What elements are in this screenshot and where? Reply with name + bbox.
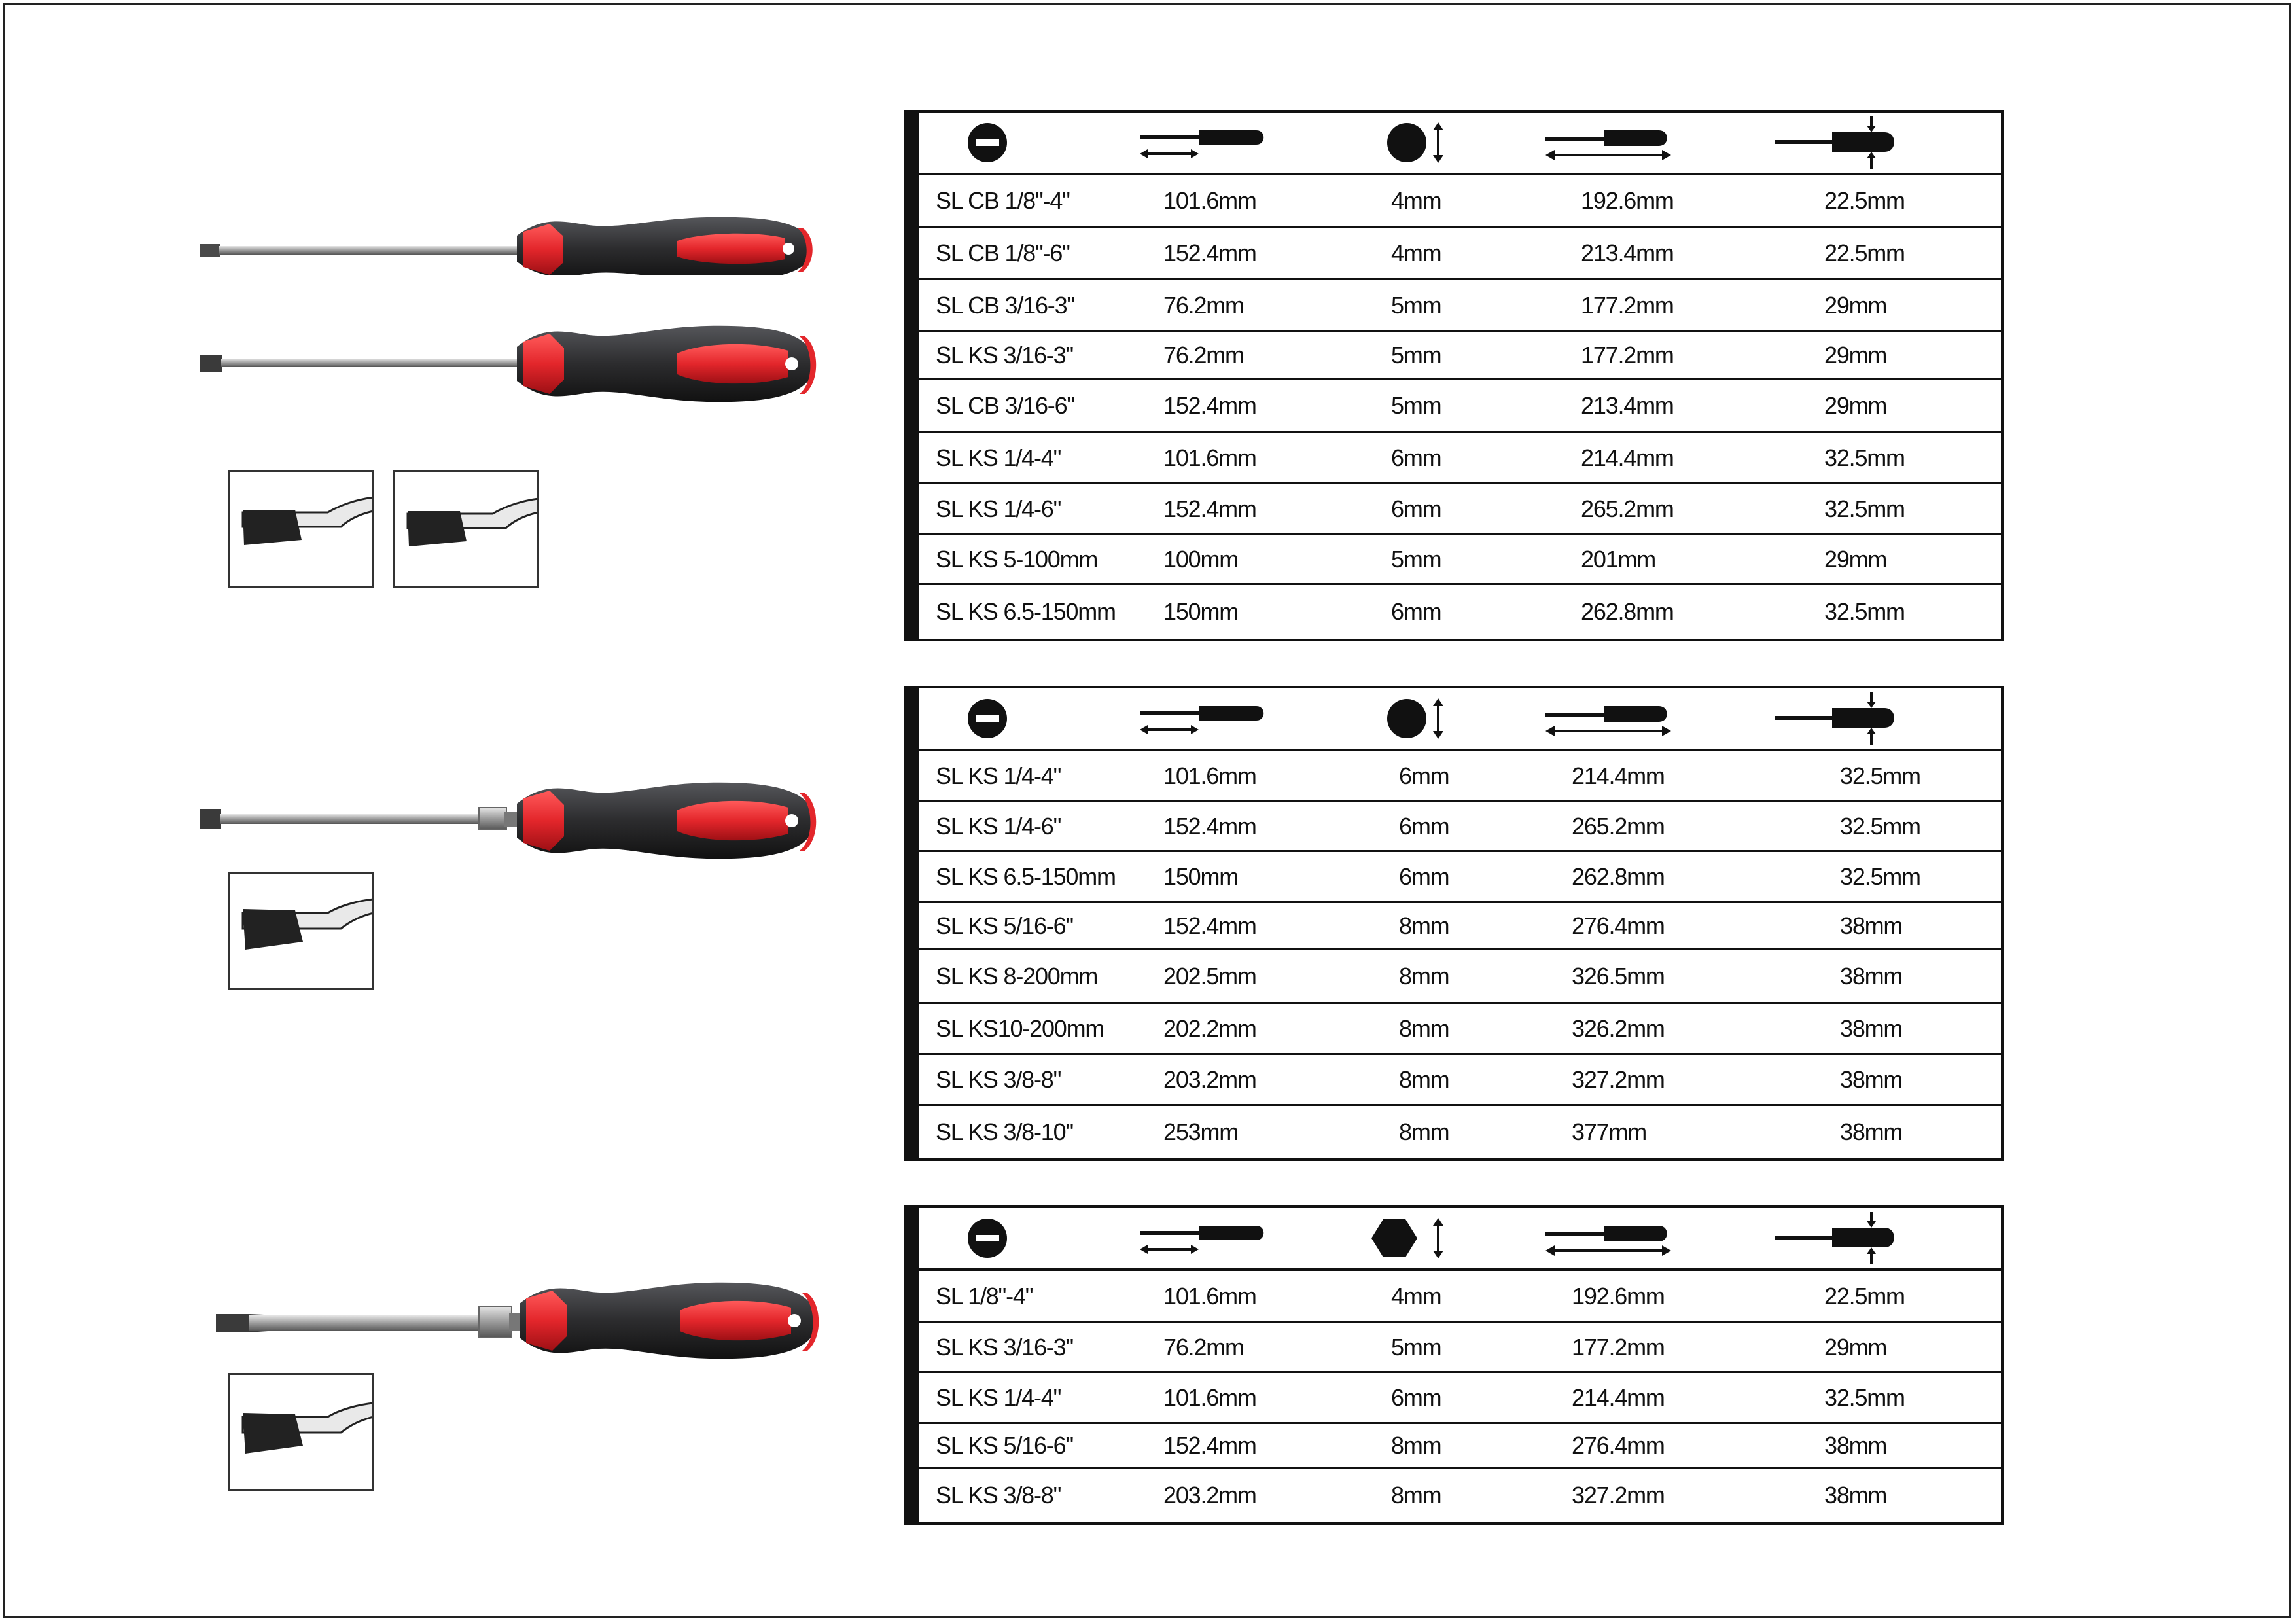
model-cell: SL KS 8-200mm [936, 962, 1098, 990]
shaft-cell: 6mm [1399, 863, 1449, 890]
blade-length-cell: 76.2mm [1163, 291, 1244, 319]
slot-blade-icon [964, 113, 1010, 173]
handle-diameter-cell: 29mm [1824, 545, 1887, 573]
model-cell: SL KS 6.5-150mm [936, 863, 1116, 890]
blade-length-cell: 101.6mm [1163, 444, 1256, 471]
model-cell: SL KS 1/4-4" [936, 1383, 1061, 1411]
table-row [919, 1469, 2001, 1522]
table-header [919, 113, 2001, 175]
table-row [919, 903, 2001, 950]
handle-diameter-cell: 29mm [1824, 1333, 1887, 1361]
table-row [919, 484, 2001, 535]
blade-length-cell: 152.4mm [1163, 391, 1256, 419]
shaft-cell: 4mm [1391, 187, 1441, 214]
spec-table-3 [904, 1205, 2004, 1525]
shaft-cell: 5mm [1391, 291, 1441, 319]
overall-length-cell: 214.4mm [1581, 444, 1674, 471]
handle-diameter-cell: 32.5mm [1824, 598, 1905, 625]
model-cell: SL KS 1/4-6" [936, 495, 1061, 522]
table-row [919, 228, 2001, 280]
overall-length-cell: 214.4mm [1572, 1383, 1665, 1411]
handle-diameter-cell: 38mm [1840, 1118, 1903, 1145]
overall-length-cell: 276.4mm [1572, 912, 1665, 939]
shaft-cell: 6mm [1391, 444, 1441, 471]
handle-diameter-cell: 38mm [1824, 1431, 1887, 1459]
table-row [919, 802, 2001, 852]
overall-length-cell: 213.4mm [1581, 391, 1674, 419]
handle-diameter-icon [1773, 688, 1904, 749]
spec-table-2 [904, 686, 2004, 1161]
table-row [919, 280, 2001, 332]
slot-blade-icon [964, 688, 1010, 749]
handle-diameter-cell: 32.5mm [1840, 762, 1920, 789]
handle-diameter-cell: 29mm [1824, 291, 1887, 319]
screwdriver-bolster-icon [196, 779, 824, 870]
model-cell: SL 1/8"-4" [936, 1282, 1033, 1310]
overall-length-cell: 213.4mm [1581, 239, 1674, 266]
blade-tip-detail-2 [393, 470, 539, 588]
handle-diameter-icon [1773, 113, 1904, 173]
overall-length-cell: 276.4mm [1572, 1431, 1665, 1459]
shaft-cell: 8mm [1391, 1482, 1441, 1508]
handle-diameter-cell: 22.5mm [1824, 1282, 1905, 1310]
blade-length-cell: 76.2mm [1163, 1333, 1244, 1361]
blade-length-cell: 76.2mm [1163, 341, 1244, 368]
handle-diameter-cell: 32.5mm [1824, 1383, 1905, 1411]
overall-length-cell: 214.4mm [1572, 762, 1665, 789]
blade-tip-detail-4 [228, 1373, 374, 1491]
handle-diameter-icon [1773, 1208, 1904, 1268]
table-row [919, 950, 2001, 1004]
blade-length-cell: 101.6mm [1163, 1383, 1256, 1411]
shaft-cell: 6mm [1391, 1383, 1441, 1411]
handle-diameter-cell: 32.5mm [1824, 444, 1905, 471]
shaft-cell: 4mm [1391, 1282, 1441, 1310]
handle-diameter-cell: 29mm [1824, 391, 1887, 419]
table-row [919, 380, 2001, 433]
screwdriver-slim-1-icon [196, 209, 824, 275]
handle-diameter-cell: 38mm [1840, 1065, 1903, 1093]
overall-length-icon [1544, 1208, 1675, 1268]
blade-length-cell: 202.2mm [1163, 1014, 1256, 1042]
shaft-cell: 5mm [1391, 341, 1441, 368]
model-cell: SL KS 3/8-10" [936, 1118, 1073, 1145]
overall-length-cell: 192.6mm [1581, 187, 1674, 214]
blade-length-icon [1139, 113, 1269, 173]
shaft-cell: 8mm [1399, 962, 1449, 990]
overall-length-cell: 326.2mm [1572, 1014, 1665, 1042]
blade-length-cell: 203.2mm [1163, 1065, 1256, 1093]
shaft-cell: 5mm [1391, 545, 1441, 573]
blade-length-cell: 152.4mm [1163, 495, 1256, 522]
overall-length-icon [1544, 113, 1675, 173]
table-row [919, 1373, 2001, 1424]
slot-blade-icon [964, 1208, 1010, 1268]
handle-diameter-cell: 32.5mm [1824, 495, 1905, 522]
overall-length-cell: 326.5mm [1572, 962, 1665, 990]
shaft-cell: 8mm [1399, 1014, 1449, 1042]
model-cell: SL CB 3/16-6" [936, 391, 1074, 419]
overall-length-cell: 262.8mm [1581, 598, 1674, 625]
shaft-cell: 8mm [1399, 1065, 1449, 1093]
overall-length-icon [1544, 688, 1675, 749]
handle-diameter-cell: 38mm [1840, 912, 1903, 939]
model-cell: SL CB 1/8"-4" [936, 187, 1070, 214]
overall-length-cell: 327.2mm [1572, 1482, 1665, 1508]
table-header [919, 1208, 2001, 1271]
blade-tip-detail-3 [228, 872, 374, 990]
table-row [919, 585, 2001, 639]
table-row [919, 1323, 2001, 1373]
screwdriver-slim-2-icon [196, 321, 824, 412]
shaft-cell: 8mm [1391, 1431, 1441, 1459]
blade-length-cell: 152.4mm [1163, 239, 1256, 266]
model-cell: SL KS 3/8-8" [936, 1482, 1061, 1508]
blade-length-icon [1139, 1208, 1269, 1268]
shaft-cell: 6mm [1399, 812, 1449, 840]
blade-length-cell: 152.4mm [1163, 912, 1256, 939]
model-cell: SL KS 5/16-6" [936, 1431, 1073, 1459]
handle-diameter-cell: 38mm [1824, 1482, 1887, 1508]
model-cell: SL CB 3/16-3" [936, 291, 1074, 319]
handle-diameter-cell: 29mm [1824, 341, 1887, 368]
spec-table-1 [904, 110, 2004, 641]
blade-length-icon [1139, 688, 1269, 749]
table-row [919, 535, 2001, 585]
blade-length-cell: 101.6mm [1163, 187, 1256, 214]
model-cell: SL KS 6.5-150mm [936, 598, 1116, 625]
model-cell: SL KS 1/4-4" [936, 762, 1061, 789]
table-row [919, 1055, 2001, 1106]
overall-length-cell: 177.2mm [1572, 1333, 1665, 1361]
screwdriver-hex-bolster-icon [209, 1280, 838, 1372]
shaft-cell: 5mm [1391, 1333, 1441, 1361]
table-row [919, 175, 2001, 228]
hex-shaft-icon [1370, 1208, 1451, 1268]
blade-length-cell: 100mm [1163, 545, 1239, 573]
handle-diameter-cell: 38mm [1840, 1014, 1903, 1042]
table-row [919, 852, 2001, 903]
shaft-cell: 4mm [1391, 239, 1441, 266]
model-cell: SL KS 3/8-8" [936, 1065, 1061, 1093]
blade-length-cell: 150mm [1163, 863, 1239, 890]
blade-length-cell: 101.6mm [1163, 1282, 1256, 1310]
model-cell: SL CB 1/8"-6" [936, 239, 1070, 266]
table-row [919, 332, 2001, 380]
overall-length-cell: 262.8mm [1572, 863, 1665, 890]
overall-length-cell: 265.2mm [1572, 812, 1665, 840]
handle-diameter-cell: 32.5mm [1840, 812, 1920, 840]
round-shaft-icon [1386, 113, 1451, 173]
model-cell: SL KS10-200mm [936, 1014, 1104, 1042]
blade-length-cell: 101.6mm [1163, 762, 1256, 789]
overall-length-cell: 327.2mm [1572, 1065, 1665, 1093]
shaft-cell: 6mm [1391, 598, 1441, 625]
overall-length-cell: 265.2mm [1581, 495, 1674, 522]
table-header [919, 688, 2001, 751]
table-row [919, 751, 2001, 802]
blade-length-cell: 152.4mm [1163, 812, 1256, 840]
shaft-cell: 5mm [1391, 391, 1441, 419]
handle-diameter-cell: 38mm [1840, 962, 1903, 990]
overall-length-cell: 377mm [1572, 1118, 1647, 1145]
round-shaft-icon [1386, 688, 1451, 749]
table-row [919, 1004, 2001, 1055]
handle-diameter-cell: 22.5mm [1824, 187, 1905, 214]
shaft-cell: 8mm [1399, 912, 1449, 939]
model-cell: SL KS 1/4-6" [936, 812, 1061, 840]
shaft-cell: 8mm [1399, 1118, 1449, 1145]
blade-length-cell: 253mm [1163, 1118, 1239, 1145]
model-cell: SL KS 5-100mm [936, 545, 1098, 573]
shaft-cell: 6mm [1391, 495, 1441, 522]
model-cell: SL KS 3/16-3" [936, 341, 1073, 368]
overall-length-cell: 177.2mm [1581, 291, 1674, 319]
overall-length-cell: 192.6mm [1572, 1282, 1665, 1310]
table-row [919, 1106, 2001, 1158]
model-cell: SL KS 1/4-4" [936, 444, 1061, 471]
blade-length-cell: 203.2mm [1163, 1482, 1256, 1508]
blade-tip-detail-1 [228, 470, 374, 588]
model-cell: SL KS 5/16-6" [936, 912, 1073, 939]
shaft-cell: 6mm [1399, 762, 1449, 789]
overall-length-cell: 177.2mm [1581, 341, 1674, 368]
blade-length-cell: 150mm [1163, 598, 1239, 625]
table-row [919, 433, 2001, 484]
model-cell: SL KS 3/16-3" [936, 1333, 1073, 1361]
blade-length-cell: 152.4mm [1163, 1431, 1256, 1459]
table-row [919, 1424, 2001, 1469]
table-row [919, 1271, 2001, 1323]
blade-length-cell: 202.5mm [1163, 962, 1256, 990]
handle-diameter-cell: 32.5mm [1840, 863, 1920, 890]
handle-diameter-cell: 22.5mm [1824, 239, 1905, 266]
overall-length-cell: 201mm [1581, 545, 1656, 573]
